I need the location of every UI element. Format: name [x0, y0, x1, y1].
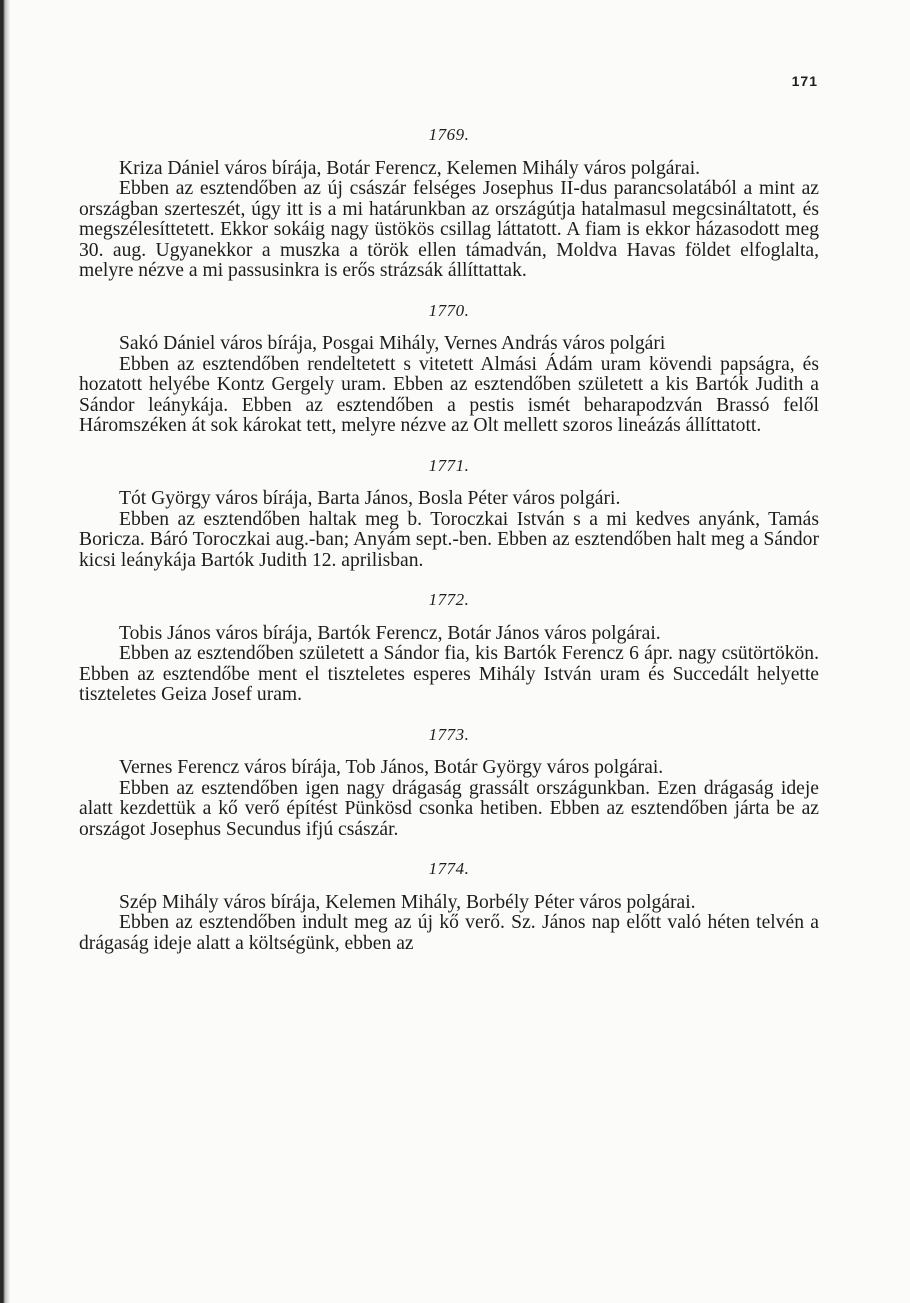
year-heading: 1769. [428, 125, 470, 144]
chronicle-entry-1770 [79, 301, 819, 437]
events-paragraph: Ebben az esztendőben igen nagy drágaság grassált országunkban. Ezen drágaság ideje alatt kezdettük a kő verő építést Pünkösd csonka hetiben. Ebben az esztendőben járta be az országot Josephus Secundus ifjú császár. [79, 777, 819, 840]
chronicle-entry-1772 [79, 590, 819, 706]
events-paragraph: Ebben az esztendőben rendeltetett s vitetett Almási Ádám uram kövendi papságra, és hozatott helyébe Kontz Gergely uram. Ebben az esztendőben született a kis Bartók Judith a Sándor leánykája. Ebben az esztendőben a pestis ismét beharapodzván Brassó felől Háromszéken át sok károkat tett, melyre nézve az Olt mellett szoros lineázás állíttatott. [79, 353, 819, 436]
officials-paragraph: Vernes Ferencz város bírája, Tob János, Botár György város polgárai. [119, 757, 664, 778]
page-number: 171 [791, 73, 818, 89]
year-heading: 1773. [428, 724, 470, 744]
year-heading: 1772. [428, 590, 470, 609]
chronicle-entry-1769 [79, 125, 819, 282]
events-paragraph: Ebben az esztendőben haltak meg b. Toroczkai István s a mi kedves anyánk, Tamás Boricza. Báró Toroczkai aug.-ban; Anyám sept.-ben. Ebben az esztendőben halt meg a Sándor kicsi leánykája Bartók Judith 12. aprilisban. [79, 508, 819, 571]
officials-paragraph: Tobis János város bírája, Bartók Ferencz, Botár János város polgárai. [119, 622, 661, 644]
chronicle-text [79, 125, 819, 973]
year-heading: 1771. [428, 455, 470, 475]
chronicle-entry-1774 [79, 859, 819, 954]
events-paragraph: Ebben az esztendőben indult meg az új kő verő. Sz. János nap előtt való héten telvén a drágaság ideje alatt a költségünk, ebben az [79, 912, 819, 954]
events-paragraph: Ebben az esztendőben született a Sándor fia, kis Bartók Ferencz 6 ápr. nagy csütörtökön. Ebben az esztendőbe ment el tiszteletes esperes Mihály István uram és Succedált helyette tiszteletes Geiza Josef uram. [79, 643, 819, 705]
officials-paragraph: Tót György város bírája, Barta János, Bosla Péter város polgári. [119, 488, 621, 509]
year-heading: 1774. [428, 859, 470, 878]
page-edge-shadow [0, 0, 10, 1303]
chronicle-entry-1773 [79, 725, 819, 841]
year-heading: 1770. [428, 300, 470, 320]
officials-paragraph: Kriza Dániel város bírája, Botár Ferencz, Kelemen Mihály város polgárai. [119, 157, 701, 179]
chronicle-entry-1771 [79, 456, 819, 572]
officials-paragraph: Szép Mihály város bírája, Kelemen Mihály, Borbély Péter város polgárai. [119, 891, 696, 913]
events-paragraph: Ebben az esztendőben az új császár felséges Josephus II-dus parancsolatából a mint az országban szerteszét, úgy itt is a mi határunkban az országútja hatalmasul megcsináltatott, és megszélesíttetett. Ekkor sokáig nagy üstökös csillag láttatott. A fiam is ekkor házasodott meg 30. aug. Ugyanekkor a muszka a török ellen támadván, Moldva Havas földet elfoglalta, melyre nézve a mi passusinkra is erős strázsák állíttattak. [79, 178, 819, 281]
officials-paragraph: Sakó Dániel város bírája, Posgai Mihály, Vernes András város polgári [119, 333, 666, 354]
